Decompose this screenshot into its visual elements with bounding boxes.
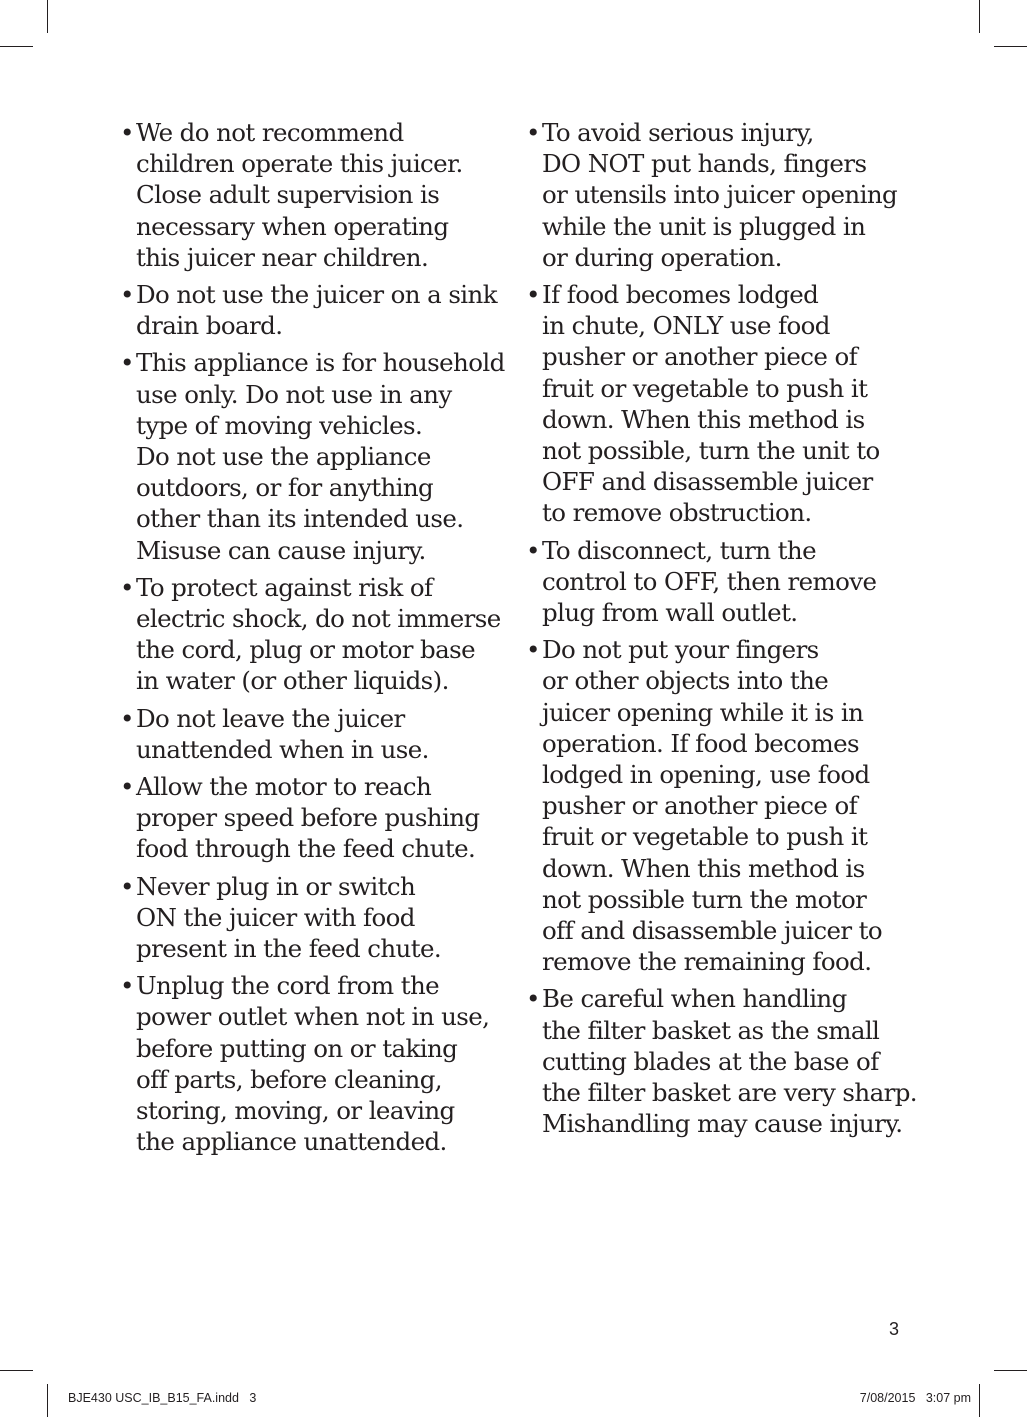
print-file-slug: BJE430 USC_IB_B15_FA.indd 3 [68,1391,257,1405]
safety-instruction-item [524,634,904,977]
instruction-text-line: before putting on or taking [136,1033,458,1063]
safety-instruction-item [524,983,917,1139]
instruction-text-line: pusher or another piece of [542,791,858,821]
bullet-icon: • [120,572,134,602]
instruction-text-line: type of moving vehicles. [136,410,423,440]
instruction-text-line: fruit or vegetable to push it [542,373,868,403]
instruction-text-line: or during operation. [542,242,782,272]
instruction-text-line: power outlet when not in use, [136,1002,490,1032]
bullet-icon: • [120,118,134,147]
safety-instruction-item [118,347,505,565]
instruction-text-line: off and disassemble juicer to [542,916,883,946]
instruction-text-line: down. When this method is [542,853,865,883]
instruction-text-line: Mishandling may cause injury. [542,1109,903,1139]
instruction-text-line: not possible turn the motor [542,884,867,914]
instruction-text-line: To disconnect, turn the [542,535,816,565]
instruction-text-line: food through the feed chute. [136,834,476,864]
instruction-text-line: Unplug the cord from the [136,971,440,1001]
bullet-icon: • [526,635,540,665]
bullet-icon: • [120,280,134,310]
bullet-icon: • [526,535,540,565]
instruction-text-line: Do not put your fingers [542,635,819,665]
instruction-text-line: OFF and disassemble juicer [542,467,873,497]
crop-mark-bottom-right-vertical [979,1384,980,1417]
crop-mark-top-left-vertical [47,0,48,33]
safety-instruction-item [118,117,498,273]
instruction-text-line: To protect against risk of [136,572,433,602]
instruction-text-line: outdoors, or for anything [136,473,434,503]
instruction-text-line: other than its intended use. [136,504,464,534]
safety-instruction-item [118,871,498,965]
instruction-text-line: remove the remaining food. [542,947,872,977]
instruction-text-line: this juicer near children. [136,242,429,272]
bullet-icon: • [526,984,540,1014]
safety-instruction-item [524,535,904,629]
instruction-text-line: the appliance unattended. [136,1127,447,1157]
instruction-text-line: Allow the motor to reach [136,772,432,802]
instruction-text-line: Do not leave the juicer [136,703,405,733]
bullet-icon: • [120,703,134,733]
instruction-text-line: or other objects into the [542,666,829,696]
crop-mark-bottom-right-horizontal [994,1370,1027,1371]
bullet-icon: • [120,772,134,802]
safety-instruction-item [118,703,498,765]
bullet-icon: • [526,118,540,147]
crop-mark-bottom-left-vertical [47,1384,48,1417]
safety-instruction-item [118,970,498,1157]
safety-instruction-item [118,771,498,865]
safety-instruction-item [118,572,501,697]
instruction-text-line: off parts, before cleaning, [136,1064,442,1094]
instruction-text-line: plug from wall outlet. [542,598,798,628]
instruction-text-line: juicer opening while it is in [542,697,864,727]
instruction-text-line: If food becomes lodged [542,280,819,310]
instruction-text-line: electric shock, do not immerse [136,604,501,634]
instruction-text-line: necessary when operating [136,211,449,241]
bullet-icon: • [526,280,540,310]
safety-instruction-item [118,279,498,341]
right-safety-column [524,117,917,1146]
instruction-text-line: Do not use the appliance [136,442,431,472]
instruction-text-line: in chute, ONLY use food [542,311,830,341]
instruction-text-line: children operate this juicer. [136,149,463,179]
instruction-text-line: operation. If food becomes [542,728,859,758]
instruction-text-line: in water (or other liquids). [136,666,449,696]
instruction-text-line: We do not recommend [136,118,404,147]
instruction-text-line: unattended when in use. [136,734,429,764]
instruction-text-line: proper speed before pushing [136,803,480,833]
instruction-text-line: control to OFF, then remove [542,566,877,596]
instruction-text-line: not possible, turn the unit to [542,436,880,466]
instruction-text-line: storing, moving, or leaving [136,1096,455,1126]
instruction-text-line: To avoid serious injury, [542,118,814,147]
instruction-text-line: DO NOT put hands, fingers [542,149,867,179]
crop-mark-top-right-horizontal [994,46,1027,47]
instruction-text-line: ON the juicer with food [136,902,415,932]
instruction-text-line: cutting blades at the base of [542,1046,879,1076]
instruction-text-line: while the unit is plugged in [542,211,866,241]
instruction-text-line: use only. Do not use in any [136,379,452,409]
bullet-icon: • [120,348,134,378]
instruction-text-line: lodged in opening, use food [542,760,870,790]
crop-mark-top-left-horizontal [0,46,33,47]
instruction-text-line: the cord, plug or motor base [136,635,476,665]
crop-mark-top-right-vertical [979,0,980,33]
instruction-text-line: This appliance is for household [136,348,505,378]
instruction-text-line: Never plug in or switch [136,871,416,901]
bullet-icon: • [120,971,134,1001]
left-safety-column [118,117,505,1164]
instruction-text-line: to remove obstruction. [542,498,812,528]
instruction-text-line: Misuse can cause injury. [136,535,426,565]
instruction-text-line: pusher or another piece of [542,342,858,372]
instruction-text-line: Do not use the juicer on a sink [136,280,497,310]
print-date-slug: 7/08/2015 3:07 pm [859,1391,971,1405]
instruction-text-line: down. When this method is [542,404,865,434]
instruction-text-line: Close adult supervision is [136,180,440,210]
bullet-icon: • [120,871,134,901]
instruction-text-line: or utensils into juicer opening [542,180,898,210]
instruction-text-line: fruit or vegetable to push it [542,822,868,852]
page-number: 3 [889,1319,900,1339]
instruction-text-line: the filter basket as the small [542,1015,880,1045]
instruction-text-line: Be careful when handling [542,984,847,1014]
safety-instruction-item [524,279,904,529]
crop-mark-bottom-left-horizontal [0,1370,33,1371]
instruction-text-line: drain board. [136,311,283,341]
safety-instruction-item [524,117,904,273]
instruction-text-line: the filter basket are very sharp. [542,1078,917,1108]
instruction-text-line: present in the feed chute. [136,934,442,964]
